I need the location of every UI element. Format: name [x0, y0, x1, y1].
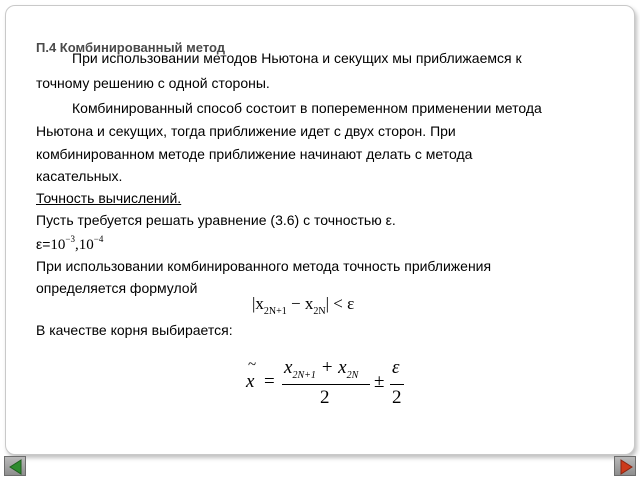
accuracy-formula [252, 294, 354, 317]
root-line: В качестве корня выбирается: [36, 322, 233, 338]
formula2-num-x1: x [284, 357, 293, 378]
paragraph-line-6: касательных. [36, 168, 123, 184]
formula2-num-sub1: 2N+1 [292, 370, 316, 381]
paragraph-line-3: Комбинированный способ состоит в попеременном применении метода [72, 100, 542, 116]
formula2-numerator [284, 357, 358, 381]
root-formula [246, 357, 416, 413]
formula2-plus-minus: ± [374, 371, 385, 392]
formula2-equals: = [264, 371, 275, 392]
epsilon-prefix: ε= [36, 236, 51, 252]
formula2-x: x [246, 371, 255, 392]
right-arrow-icon [615, 457, 637, 477]
equation-line: Пусть требуется решать уравнение (3.6) с точностью ε. [36, 212, 396, 228]
formula-intro-line-2: определяется формулой [36, 280, 198, 296]
formula1-sub2: 2N [313, 306, 326, 317]
paragraph-line-2: точному решению с одной стороны. [36, 75, 270, 91]
slide-title: П.4 Комбинированный метод [36, 40, 226, 55]
formula2-epsilon: ε [392, 357, 400, 378]
formula2-tilde: ~ [248, 357, 257, 373]
next-slide-button[interactable] [614, 456, 636, 476]
formula2-num-sub2: 2N [346, 370, 359, 381]
formula-intro-line-1: При использовании комбинированного метода точность приближения [36, 258, 492, 274]
epsilon-exponent-1: −3 [65, 234, 75, 244]
paragraph-line-5: комбинированном методе приближение начинают делать с метода [36, 146, 473, 162]
paragraph-line-4: Ньютона и секущих, тогда приближение идет с двух сторон. При [36, 123, 456, 139]
formula1-rel: < ε [329, 294, 355, 313]
formula2-denominator-2: 2 [392, 387, 402, 408]
formula2-denominator: 2 [320, 387, 330, 408]
formula1-minus: − x [286, 294, 314, 313]
formula1-x1: x [255, 294, 264, 313]
epsilon-line [36, 234, 103, 254]
epsilon-separator: , [75, 237, 79, 253]
accuracy-heading: Точность вычислений. [36, 190, 182, 206]
formula1-sub1: 2N+1 [263, 306, 287, 317]
formula2-num-plus: + x [315, 357, 347, 378]
epsilon-value-1: 10 [50, 237, 66, 253]
prev-slide-button[interactable] [4, 456, 26, 476]
abs-bar-right: | [325, 294, 330, 313]
abs-bar-left: | [252, 294, 256, 313]
paragraph-line-1: При использовании методов Ньютона и секущих мы приближаемся к [72, 50, 522, 66]
formula2-fraction-bar [282, 384, 370, 385]
epsilon-value-2: 10 [78, 237, 94, 253]
formula2-fraction-bar-2 [390, 384, 404, 385]
left-arrow-icon [5, 457, 27, 477]
epsilon-exponent-2: −4 [93, 234, 104, 244]
